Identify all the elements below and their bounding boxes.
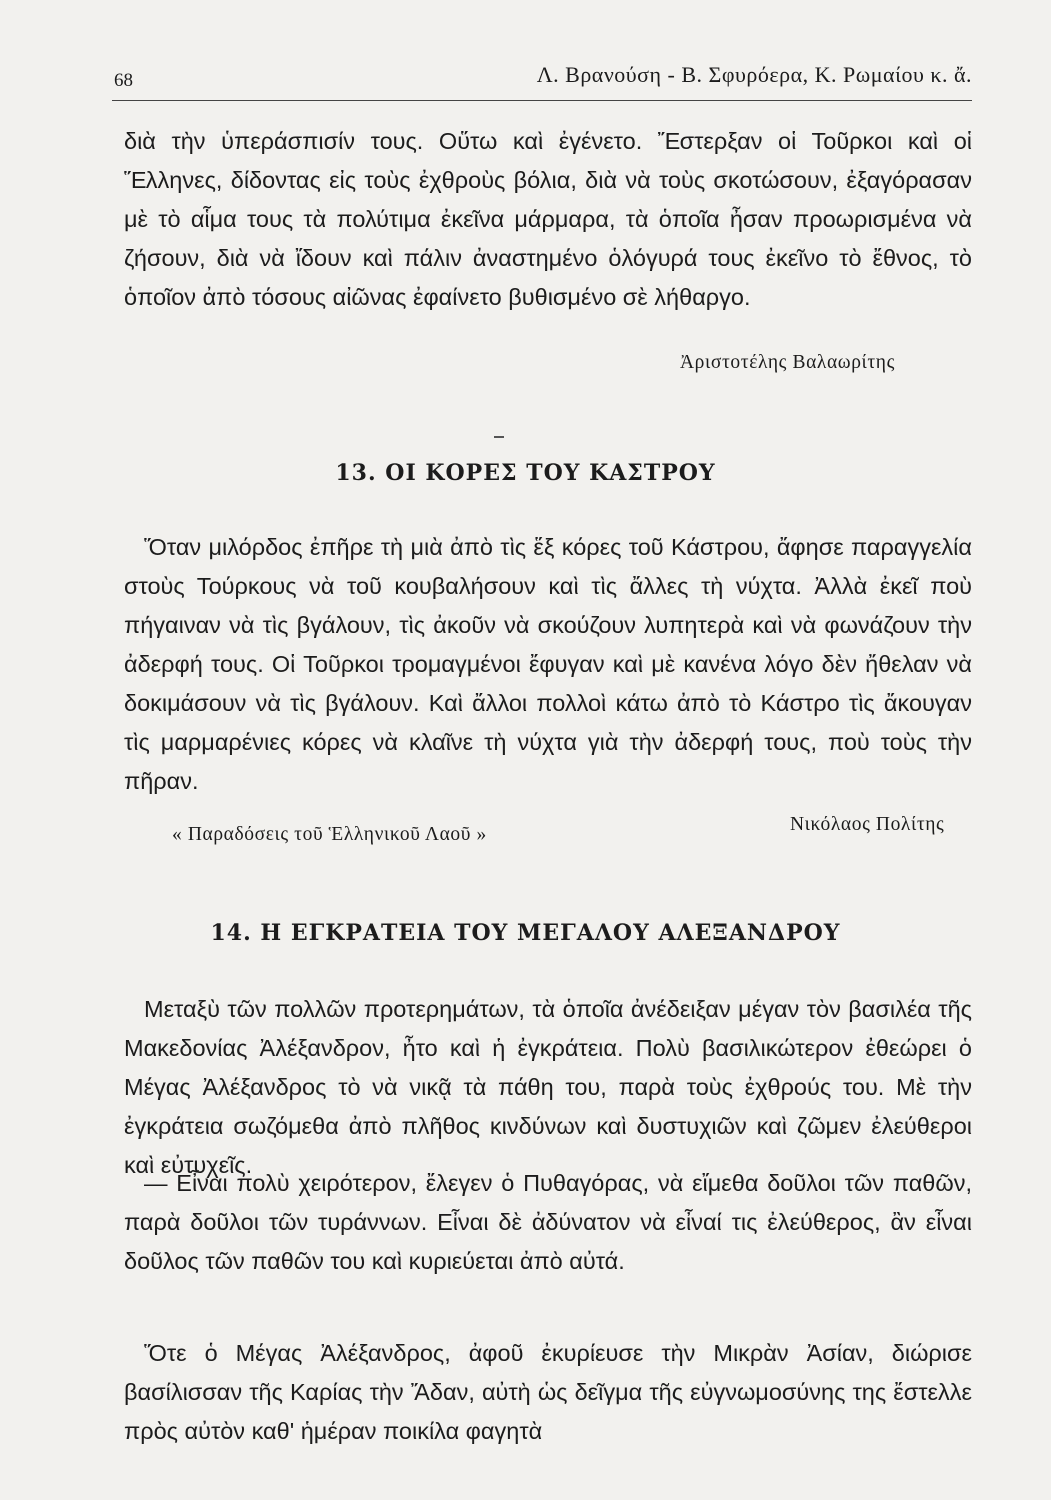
paragraph-continued: διὰ τὴν ὑπεράσπισίν τους. Οὕτω καὶ ἐγένετο. Ἔστερξαν οἱ Τοῦρκοι καὶ οἱ Ἕλληνες, δίδοντας εἰς τοὺς ἐχθροὺς βόλια, διὰ νὰ τοὺς σκοτώσουν, ἐξαγόρασαν μὲ τὸ αἷμα τους τὰ πολύτιμα ἐκεῖνα μάρμαρα, τὰ ὁποῖα ἦσαν προωρισμένα νὰ ζήσουν, διὰ νὰ ἴδουν καὶ πάλιν ἀναστημένο ὁλόγυρά τους ἐκεῖνο τὸ ἔθνος, τὸ ὁποῖον ἀπὸ τόσους αἰῶνας ἐφαίνετο βυθισμένο σὲ λήθαργο. bbox=[124, 128, 972, 310]
section-14-title: 14. Η ΕΓΚΡΑΤΕΙΑ ΤΟΥ ΜΕΓΑΛΟΥ ΑΛΕΞΑΝΔΡΟΥ bbox=[210, 920, 841, 946]
section-13-paragraph: Ὅταν μιλόρδος ἐπῆρε τὴ μιὰ ἀπὸ τὶς ἕξ κόρες τοῦ Κάστρου, ἄφησε παραγγελία στοὺς Τούρκους νὰ τοῦ κουβαλήσουν καὶ τὶς ἄλλες τὴ νύχτα. Ἀλλὰ ἐκεῖ ποὺ πήγαιναν νὰ τὶς βγάλουν, τὶς ἀκοῦν νὰ σκούζουν λυπητερὰ καὶ νὰ φωνάζουν τὴν ἀδερφή τους. Οἱ Τοῦρκοι τρομαγμένοι ἔφυγαν καὶ μὲ κανένα λόγο δὲν ἤθελαν νὰ δοκιμάσουν νὰ τὶς βγάλουν. Καὶ ἄλλοι πολλοὶ κάτω ἀπὸ τὸ Κάστρο τὶς ἄκουγαν τὶς μαρμαρένιες κόρες νὰ κλαῖνε τὴ νύχτα γιὰ τὴν ἀδερφή τους, ποὺ τοὺς τὴν πῆραν. bbox=[124, 534, 972, 794]
section-divider bbox=[494, 436, 504, 438]
page-header bbox=[112, 62, 972, 96]
page-number: 68 bbox=[114, 70, 133, 91]
source-citation: « Παραδόσεις τοῦ Ἑλληνικοῦ Λαοῦ » bbox=[172, 824, 487, 845]
section-14-paragraph-1: Μεταξὺ τῶν πολλῶν προτερημάτων, τὰ ὁποῖα ἀνέδειξαν μέγαν τὸν βασιλέα τῆς Μακεδονίας Ἀλέξανδρον, ἦτο καὶ ἡ ἐγκράτεια. Πολὺ βασιλικώτερον ἐθεώρει ὁ Μέγας Ἀλέξανδρος τὸ νὰ νικᾷ τὰ πάθη του, παρὰ τοὺς ἐχθρούς του. Μὲ τὴν ἐγκράτεια σωζόμεθα ἀπὸ πλῆθος κινδύνων καὶ δυστυχιῶν καὶ ζῶμεν ἐλεύθεροι καὶ εὐτυχεῖς. bbox=[124, 996, 972, 1178]
author-valaoritis: Ἀριστοτέλης Βαλαωρίτης bbox=[680, 352, 895, 373]
running-head: Λ. Βρανούση - Β. Σφυρόερα, Κ. Ρωμαίου κ. ἄ. bbox=[536, 62, 972, 87]
section-13-title: 13. ΟΙ ΚΟΡΕΣ ΤΟΥ ΚΑΣΤΡΟΥ bbox=[335, 460, 716, 486]
header-rule bbox=[112, 100, 972, 101]
author-politis: Νικόλαος Πολίτης bbox=[790, 814, 945, 835]
section-14-paragraph-3: Ὅτε ὁ Μέγας Ἀλέξανδρος, ἀφοῦ ἐκυρίευσε τὴν Μικρὰν Ἀσίαν, διώρισε βασίλισσαν τῆς Καρίας τὴν Ἄδαν, αὐτὴ ὡς δεῖγμα τῆς εὐγνωμοσύνης της ἔστελλε πρὸς αὐτὸν καθ' ἡμέραν ποικίλα φαγητὰ bbox=[124, 1340, 972, 1444]
section-14-paragraph-2: — Εἶναι πολὺ χειρότερον, ἔλεγεν ὁ Πυθαγόρας, νὰ εἴμεθα δοῦλοι τῶν παθῶν, παρὰ δοῦλοι τῶν τυράννων. Εἶναι δὲ ἀδύνατον νὰ εἶναί τις ἐλεύθερος, ἂν εἶναι δοῦλος τῶν παθῶν του καὶ κυριεύεται ἀπὸ αὐτά. bbox=[124, 1170, 972, 1274]
